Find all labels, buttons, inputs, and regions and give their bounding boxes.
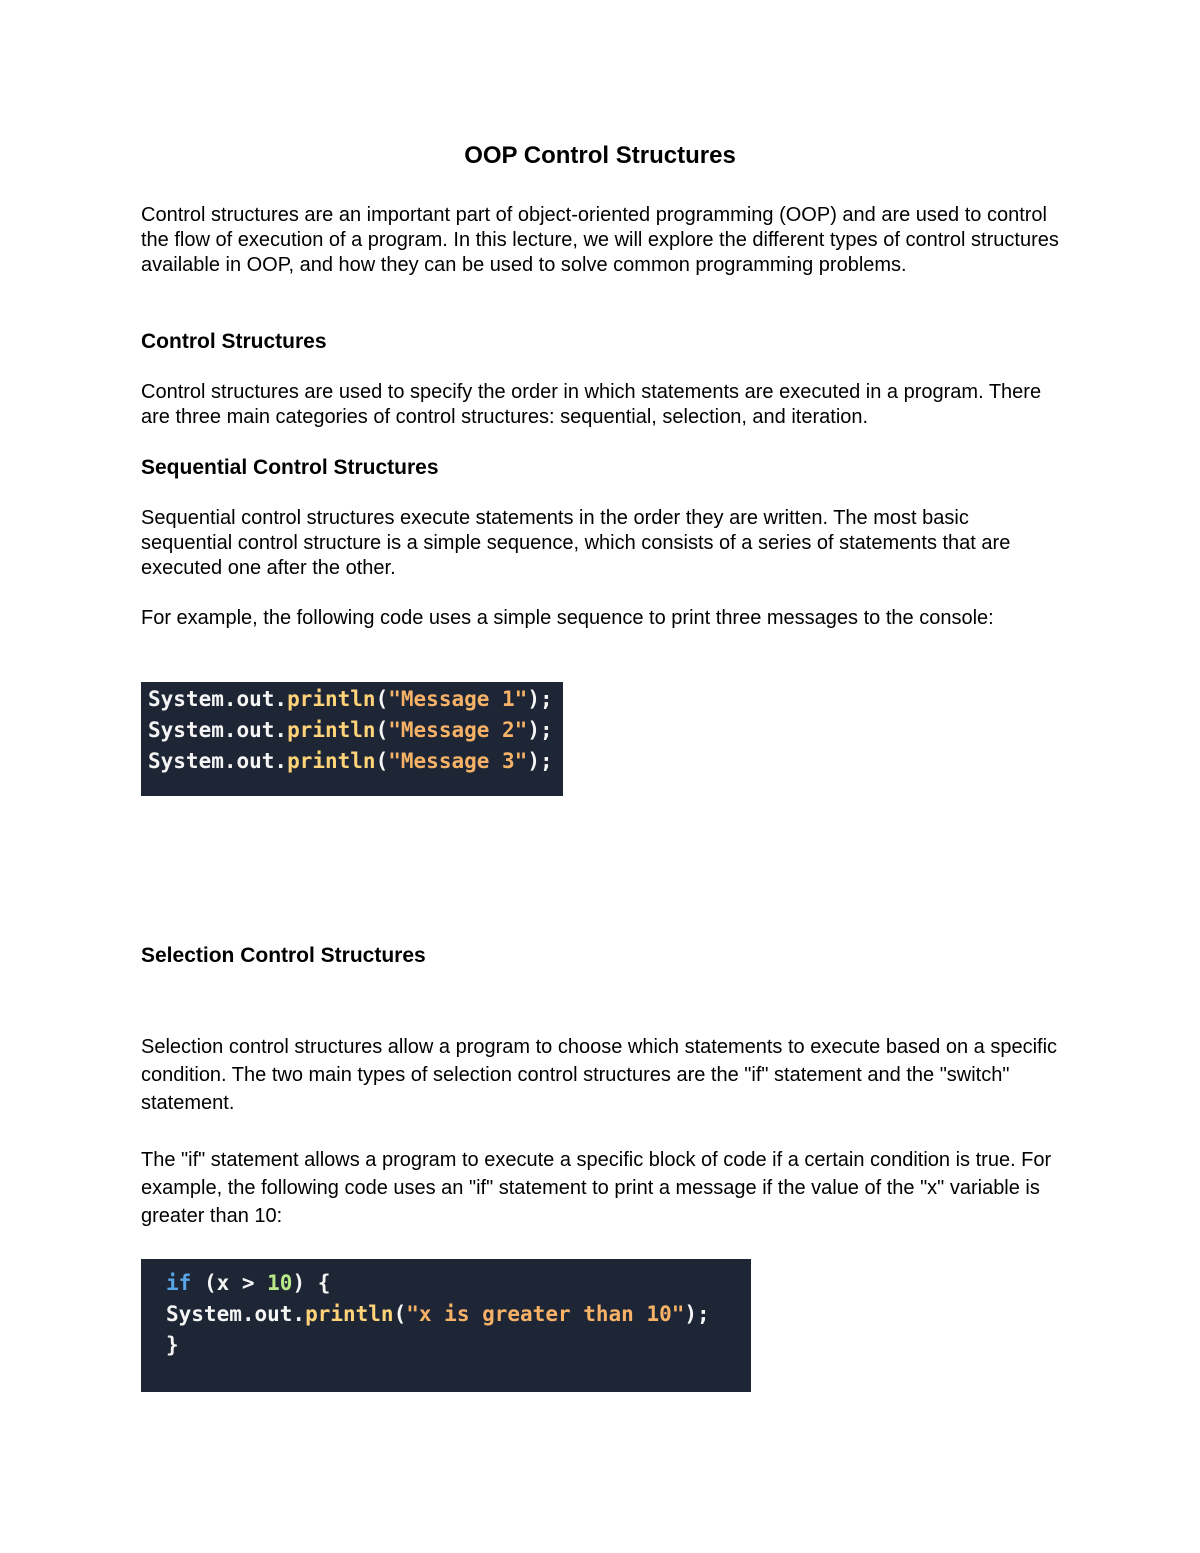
code-token: ( xyxy=(393,1302,407,1326)
code-token: ); xyxy=(684,1302,710,1326)
code-token: ); xyxy=(527,749,553,773)
code-line xyxy=(166,1268,751,1299)
code-token: ( xyxy=(375,749,389,773)
code-token: } xyxy=(166,1333,179,1357)
sequential-heading: Sequential Control Structures xyxy=(141,456,439,479)
selection-paragraph: Selection control structures allow a program to choose which statements to execute based on a specific condition. The two main types of selection control structures are the "if" statement and the "switch" statement. xyxy=(141,1036,1058,1114)
code-token: println xyxy=(287,749,376,773)
code-token: 10 xyxy=(267,1271,293,1295)
code-line xyxy=(148,684,563,715)
code-token: println xyxy=(305,1302,394,1326)
code-block-sequence xyxy=(141,682,563,796)
code-token: "Message 3" xyxy=(388,749,528,773)
code-token: System.out. xyxy=(148,749,288,773)
control-structures-heading: Control Structures xyxy=(141,330,327,353)
code-token: System.out. xyxy=(148,687,288,711)
code-token: ) { xyxy=(292,1271,331,1295)
code-line xyxy=(148,746,563,777)
code-token: ( xyxy=(375,687,389,711)
code-token: "x is greater than 10" xyxy=(406,1302,685,1326)
code-token: if xyxy=(166,1271,192,1295)
code-token: println xyxy=(287,718,376,742)
intro-paragraph: Control structures are an important part of object-oriented programming (OOP) and are used to control the flow of execution of a program. In this lecture, we will explore the different types of control structures available in OOP, and how they can be used to solve common programming problems. xyxy=(141,204,1059,276)
selection-heading: Selection Control Structures xyxy=(141,944,426,967)
code-token: ); xyxy=(527,718,553,742)
control-structures-paragraph: Control structures are used to specify the order in which statements are executed in a program. There are three main categories of control structures: sequential, selection, and iteration. xyxy=(141,381,1042,428)
code-token: ( xyxy=(375,718,389,742)
if-statement-paragraph: The "if" statement allows a program to execute a specific block of code if a certain condition is true. For example, the following code uses an "if" statement to print a message if the value of the "x" variable is greater than 10: xyxy=(141,1149,1052,1227)
sequential-example-paragraph: For example, the following code uses a simple sequence to print three messages to the console: xyxy=(141,607,994,629)
code-token: println xyxy=(287,687,376,711)
code-token: ); xyxy=(527,687,553,711)
code-line xyxy=(166,1330,751,1361)
code-token: "Message 1" xyxy=(388,687,528,711)
code-token: (x > xyxy=(191,1271,268,1295)
code-token: System.out. xyxy=(148,718,288,742)
page-title: OOP Control Structures xyxy=(464,142,736,169)
code-line xyxy=(166,1299,751,1330)
code-token: System.out. xyxy=(166,1302,306,1326)
code-token: "Message 2" xyxy=(388,718,528,742)
code-line xyxy=(148,715,563,746)
code-block-if xyxy=(141,1259,751,1392)
sequential-paragraph: Sequential control structures execute statements in the order they are written. The most basic sequential control structure is a simple sequence, which consists of a series of statements that are executed one after the other. xyxy=(141,507,1011,579)
